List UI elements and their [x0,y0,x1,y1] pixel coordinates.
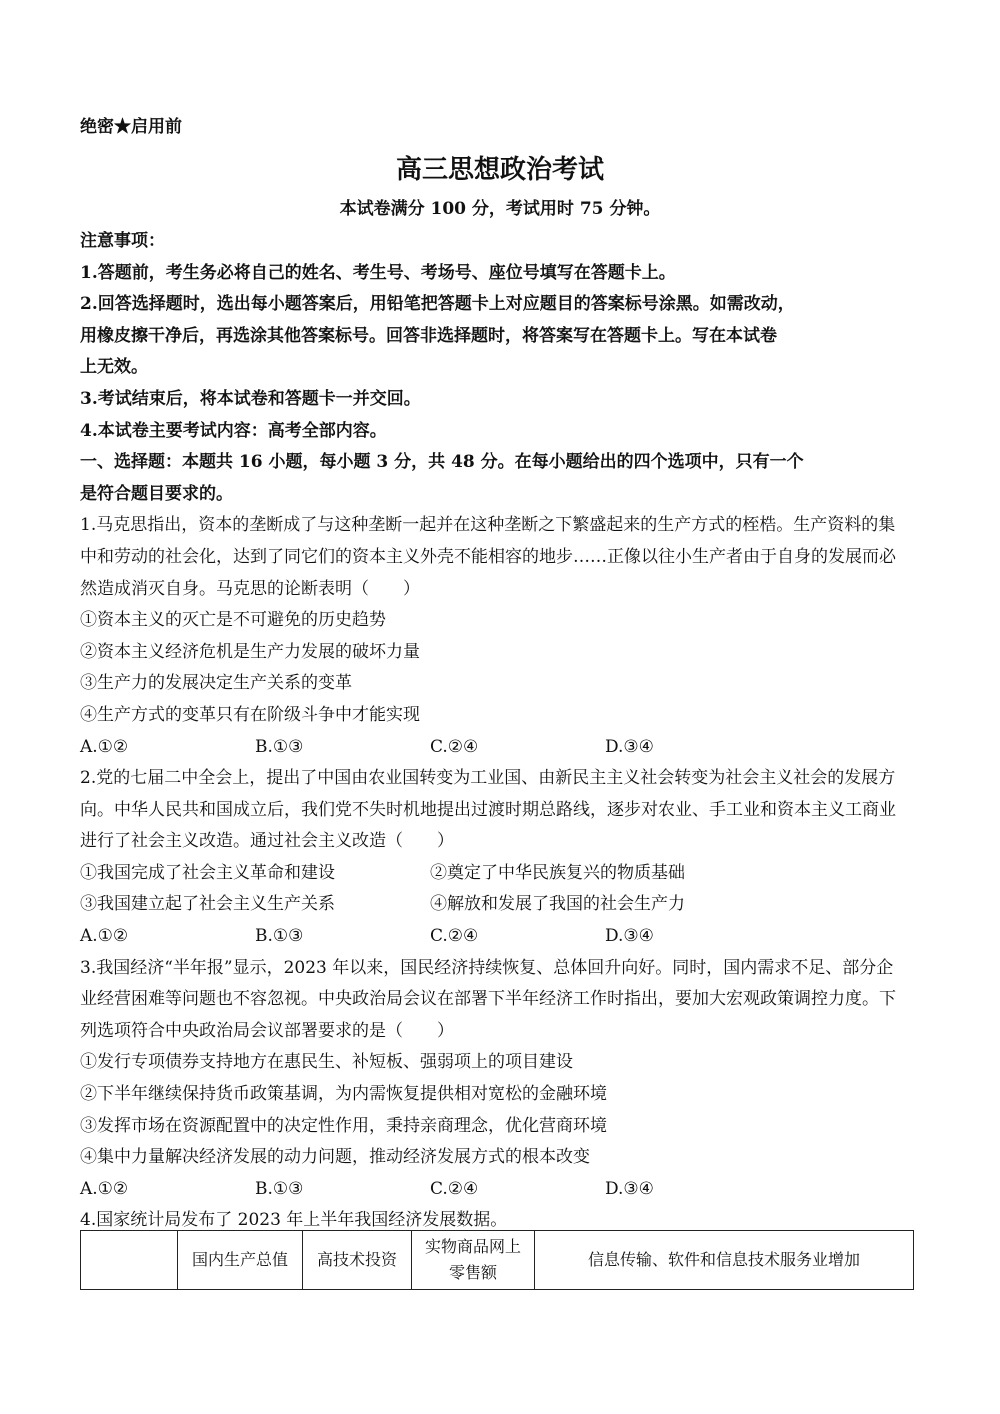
option-d: D.③④ [605,926,654,947]
statement-item: ②资本主义经济危机是生产力发展的破坏力量 [80,641,420,662]
exam-subtitle: 本试卷满分 100 分，考试用时 75 分钟。 [339,199,661,219]
table-header-cell [412,1231,535,1290]
statement-item: ④集中力量解决经济发展的动力问题，推动经济发展方式的根本改变 [80,1147,590,1168]
stats-table [80,1230,914,1290]
table-header-cell: 高技术投资 [303,1231,412,1290]
option-c: C.②④ [430,926,479,947]
option-b: B.①③ [255,1178,304,1199]
confidential-label: 绝密★启用前 [80,117,182,137]
notice-item: 2.回答选择题时，选出每小题答案后，用铅笔把答题卡上对应题目的答案标号涂黑。如需改动， [80,294,795,315]
question-stem: 向。中华人民共和国成立后，我们党不失时机地提出过渡时期总路线，逐步对农业、手工业和资本主义工商业 [80,799,896,820]
notice-section [80,226,920,447]
statement-item: ④生产方式的变革只有在阶级斗争中才能实现 [80,704,420,725]
notice-item: 上无效。 [80,357,148,378]
option-c: C.②④ [430,1178,479,1199]
option-b: B.①③ [255,926,304,947]
question-stem: 2.党的七届二中全会上，提出了中国由农业国转变为工业国、由新民主主义社会转变为社会主义社会的发展方 [80,768,896,789]
answer-options [80,732,920,764]
statement-item: ③发挥市场在资源配置中的决定性作用，秉持亲商理念，优化营商环境 [80,1115,607,1136]
question-stem: 然造成消灭自身。马克思的论断表明（ ） [80,578,420,599]
answer-options [80,1174,920,1206]
question-stem: 4.国家统计局发布了 2023 年上半年我国经济发展数据。 [80,1210,508,1231]
statement-row [80,889,920,921]
question-stem: 进行了社会主义改造。通过社会主义改造（ ） [80,831,454,852]
statement-item: ②奠定了中华民族复兴的物质基础 [430,862,685,883]
option-c: C.②④ [430,736,479,757]
question-stem: 列选项符合中央政治局会议部署要求的是（ ） [80,1020,454,1041]
question-stem: 3.我国经济“半年报”显示，2023 年以来，国民经济持续恢复、总体回升向好。同时，国内需求不足、部分企 [80,957,894,978]
question-stem: 中和劳动的社会化，达到了同它们的资本主义外壳不能相容的地步……正像以往小生产者由于自身的发展而必 [80,546,896,567]
table-header-cell: 信息传输、软件和信息技术服务业增加 [535,1231,914,1290]
statement-item: ③我国建立起了社会主义生产关系 [80,894,335,915]
statement-item: ①发行专项债券支持地方在惠民生、补短板、强弱项上的项目建设 [80,1052,573,1073]
option-a: A.①② [80,736,129,757]
question-1 [80,510,920,763]
table-header-row [81,1231,914,1290]
table-header-cell: 国内生产总值 [178,1231,303,1290]
option-d: D.③④ [605,736,654,757]
option-b: B.①③ [255,736,304,757]
question-2 [80,763,920,953]
option-d: D.③④ [605,1178,654,1199]
notice-item: 4.本试卷主要考试内容：高考全部内容。 [80,420,387,441]
notice-item: 1.答题前，考生务必将自己的姓名、考生号、考场号、座位号填写在答题卡上。 [80,262,676,283]
notice-heading: 注意事项： [80,231,165,251]
statement-item: ②下半年继续保持货币政策基调，为内需恢复提供相对宽松的金融环境 [80,1084,607,1105]
statement-item: ①我国完成了社会主义革命和建设 [80,862,335,883]
question-stem: 1.马克思指出，资本的垄断成了与这种垄断一起并在这种垄断之下繁盛起来的生产方式的桎梏。生产资料的集 [80,515,896,536]
section-heading-cont: 是符合题目要求的。 [80,483,233,504]
option-a: A.①② [80,926,129,947]
exam-page [80,112,920,1282]
question-stem: 业经营困难等问题也不容忽视。中央政治局会议在部署下半年经济工作时指出，要加大宏观政策调控力度。下 [80,989,896,1010]
option-a: A.①② [80,1178,129,1199]
table-header-cell [81,1231,178,1290]
question-3 [80,953,920,1206]
statement-item: ③生产力的发展决定生产关系的变革 [80,673,352,694]
notice-item: 3.考试结束后，将本试卷和答题卡一并交回。 [80,388,421,409]
answer-options [80,921,920,953]
statement-item: ④解放和发展了我国的社会生产力 [430,894,685,915]
statement-item: ①资本主义的灭亡是不可避免的历史趋势 [80,610,386,631]
section-heading: 一、选择题：本题共 16 小题，每小题 3 分，共 48 分。在每小题给出的四个选项中，只有一个 [80,452,804,473]
statement-row [80,858,920,890]
notice-item: 用橡皮擦干净后，再选涂其他答案标号。回答非选择题时，将答案写在答题卡上。写在本试卷 [80,325,777,346]
page-title: 高三思想政治考试 [395,155,604,185]
table-header-text: 实物商品网上零售额 [424,1237,521,1282]
